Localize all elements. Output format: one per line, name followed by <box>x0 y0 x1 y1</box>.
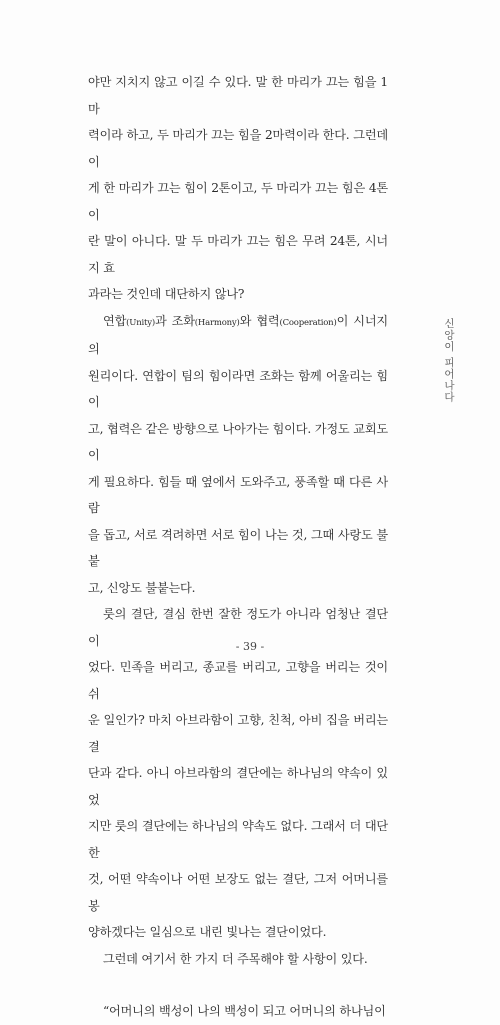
quote-paragraph <box>88 998 388 1025</box>
english-annotation: (Harmony) <box>194 317 240 328</box>
paragraph-1 <box>88 69 388 308</box>
paragraph-4 <box>88 946 388 973</box>
text-line: 과라는 것인데 대단하지 않나? <box>88 287 245 301</box>
text-line: 룻의 결단, 결심 한번 잘한 정도가 아니라 엄청난 결단이 <box>88 607 388 648</box>
text-line: 양하겠다는 일심으로 내린 빛나는 결단이었다. <box>88 925 327 939</box>
text-line: 것, 어떤 약속이나 어떤 보장도 없는 결단, 그저 어머니를 봉 <box>88 872 388 913</box>
text-line: 지만 룻의 결단에는 하나님의 약속도 없다. 그래서 더 대단한 <box>88 819 388 860</box>
text-line: 력이라 하고, 두 마리가 끄는 힘을 2마력이라 한다. 그런데 이 <box>88 128 388 169</box>
side-running-title: 신앙이 피어나다 <box>443 318 455 403</box>
text-line: 란 말이 아니다. 말 두 마리가 끄는 힘은 무려 24톤, 시너지 효 <box>88 234 388 275</box>
text-line: 원리이다. 연합이 팀의 힘이라면 조화는 함께 어울리는 힘이 <box>88 368 388 409</box>
text-line: 그런데 여기서 한 가지 더 주목해야 할 사항이 있다. <box>103 951 368 966</box>
text-line: 고, 신앙도 불붙는다. <box>88 580 196 595</box>
text-segment: 이 시너지의 <box>88 313 388 356</box>
text-segment: 와 협력 <box>239 313 280 328</box>
body-text <box>88 69 388 1025</box>
text-line: 게 한 마리가 끄는 힘이 2톤이고, 두 마리가 끄는 힘은 4톤이 <box>88 181 388 222</box>
english-annotation: (Unity) <box>126 317 155 328</box>
paragraph-2 <box>88 308 388 602</box>
text-line: 단과 같다. 아니 아브라함의 결단에는 하나님의 약속이 있었 <box>88 766 388 807</box>
text-line: “어머니의 백성이 나의 백성이 되고 어머니의 하나님이 <box>103 1004 386 1018</box>
page-number: - 39 - <box>235 640 265 653</box>
text-line: 야만 지치지 않고 이길 수 있다. 말 한 마리가 끄는 힘을 1마 <box>88 75 388 116</box>
text-line: 었다. 민족을 버리고, 종교를 버리고, 고향을 버리는 것이 쉬 <box>88 660 388 701</box>
text-line: 게 필요하다. 힘들 때 옆에서 도와주고, 풍족할 때 다른 사람 <box>88 474 388 515</box>
english-annotation: (Cooperation) <box>279 317 337 328</box>
text-segment: 연합 <box>103 313 127 328</box>
text-line: 을 돕고, 서로 격려하면 서로 힘이 나는 것, 그때 사랑도 불붙 <box>88 527 388 568</box>
text-segment: 과 조화 <box>154 313 195 328</box>
text-line: 고, 협력은 같은 방향으로 나아가는 힘이다. 가정도 교회도 이 <box>88 421 388 462</box>
text-line: 운 일인가? 마치 아브라함이 고향, 친척, 아비 집을 버리는 결 <box>88 713 388 754</box>
